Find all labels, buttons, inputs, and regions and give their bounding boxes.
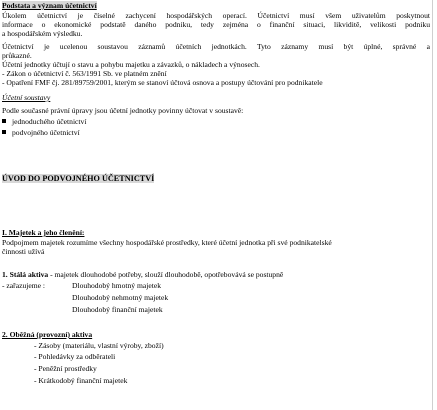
item2-sub-1: - Zásoby (materiálu, vlastní výroby, zboží) — [34, 341, 164, 350]
section1-line1: Podpojmem majetek rozumíme všechny hospodářské prostředky, které účetní jednotka při své podnikatelské — [2, 238, 332, 247]
item2-label: 2. Oběžná (provozní) aktiva — [2, 330, 93, 339]
zarazujeme-label: - zařazujeme : — [2, 281, 46, 290]
section-title-text: I. Majetek a jeho členění: — [2, 228, 85, 237]
bullet-item-2 — [2, 128, 80, 137]
bullet-icon — [2, 119, 6, 123]
heading-text: ÚVOD DO PODVOJNÉHO ÚČETNICTVÍ — [2, 174, 155, 183]
para2: Podle současné právní úpravy jsou účetní jednotky povinny účtovat v soustavě: — [2, 106, 244, 115]
item1-sub-3 — [2, 305, 163, 314]
item2-header — [2, 330, 92, 339]
para1-line3: a hospodářském výsledku. — [2, 29, 83, 38]
section1-title — [2, 228, 84, 237]
bullet-text: podvojného účetnictví — [12, 128, 80, 137]
heading-uvod — [2, 174, 154, 183]
item2-sub-2: - Pohledávky za odběrateli — [34, 352, 116, 361]
heading-podstata — [2, 1, 97, 10]
item1-header — [2, 270, 283, 279]
item2-sub-4: - Krátkodobý finanční majetek — [34, 376, 128, 385]
bullet-icon — [2, 130, 6, 134]
sub-item-text: Dlouhodobý nehmotný majetek — [72, 293, 169, 302]
bullet-item-1 — [2, 117, 86, 126]
para1-line5: průkazné. — [2, 51, 32, 60]
sub-item-text: Dlouhodobý hmotný majetek — [72, 281, 162, 290]
sub-item-text: Dlouhodobý finanční majetek — [72, 305, 163, 314]
para1-line2: informace o ekonomické podstatě daného podniku, tedy zejména o finanční situaci, likviditě, velikosti podniku — [2, 20, 430, 29]
bullet-text: jednoduchého účetnictví — [12, 117, 87, 126]
para1-line7: - Zákon o účetnictví č. 563/1991 Sb. ve platném znění — [2, 69, 167, 78]
item1-sub-2 — [2, 293, 168, 302]
item2-sub-3: - Peněžní prostředky — [34, 364, 97, 373]
section1-line2: činnosti užívá — [2, 247, 45, 256]
item1-label: 1. Stálá aktiva — [2, 270, 49, 279]
item1-text: - majetek dlouhodobé potřeby, slouží dlouhodobě, opotřebovává se postupně — [48, 270, 284, 279]
para1-line1: Úkolem účetnictví je číselné zachycení hospodářských operací. Účetnictví musí všem uživatelům poskytnout — [2, 11, 430, 20]
para1-line4: Účetnictví je ucelenou soustavou záznamů účetních jednotkách. Tyto záznamy musí být úplné, správné a — [2, 42, 430, 51]
subheading-ucetni-soustavy: Účetní soustavy — [2, 93, 51, 102]
heading-text: Podstata a význam účetnictví — [2, 1, 97, 10]
page-edge-divider — [432, 0, 433, 410]
item1-sub-1 — [2, 281, 161, 290]
para1-line8: - Opatření FMF čj. 281/89759/2001, kterým se stanoví účtová osnova a postupy účtování pro podnikatele — [2, 78, 323, 87]
para1-line6: Účetní jednotky účtují o stavu a pohybu majetku a závazků, o nákladech a výnosech. — [2, 60, 260, 69]
